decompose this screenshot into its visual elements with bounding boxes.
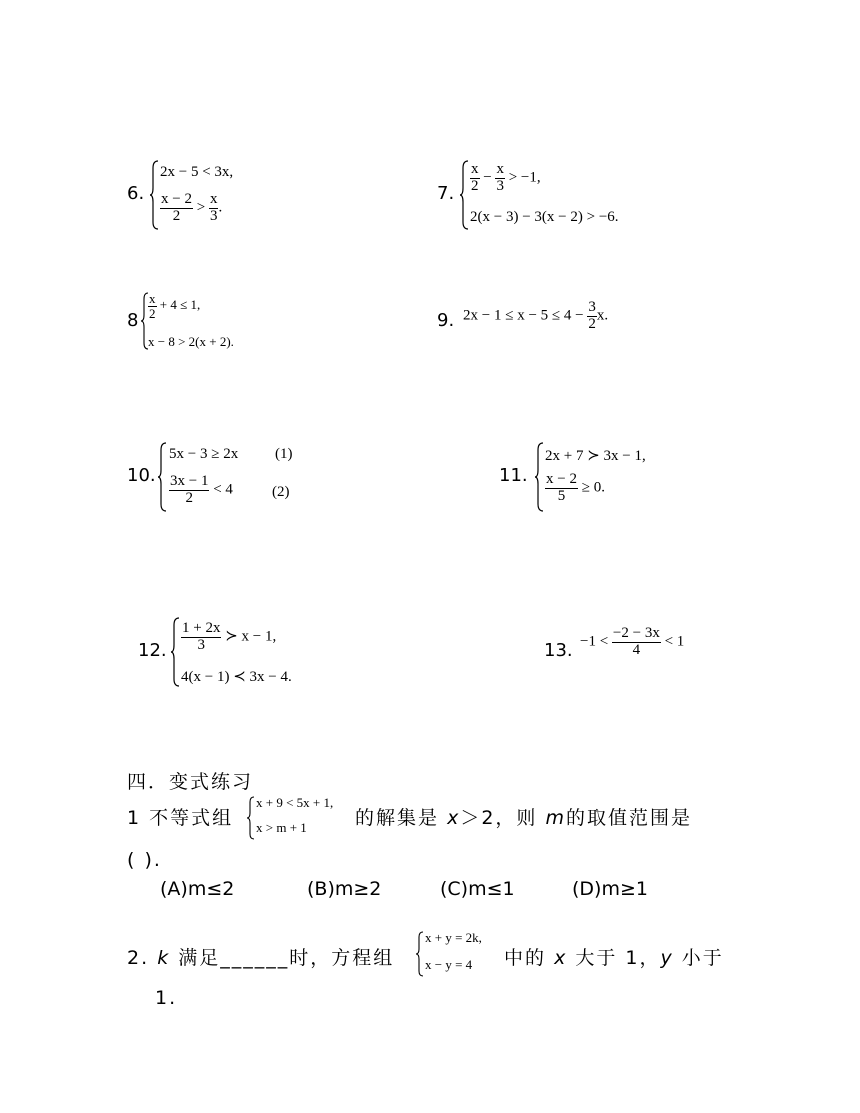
- system-line-1: x + 9 < 5x + 1,: [256, 795, 334, 810]
- question-text: 的解集是 x＞2，则 m的取值范围是: [355, 807, 692, 829]
- left-brace-icon: [170, 617, 180, 687]
- option-d: (D)m≥1: [572, 878, 648, 900]
- system-line-1: $\frac{x}{2}$ + 4 ≤ 1,: [149, 291, 201, 321]
- problem-number: 9.: [437, 310, 455, 331]
- question-text-prefix: 1 不等式组: [127, 807, 234, 829]
- system-line-2: $\frac{x - 2}{2}$ > $\frac{x}{3}$ .: [161, 191, 223, 224]
- equation-tag: (1): [275, 446, 293, 462]
- problem-number: 8: [127, 310, 139, 331]
- system-line-2: 2(x − 3) − 3(x − 2) > −6.: [470, 209, 619, 225]
- problem-number: 12.: [138, 640, 167, 661]
- problem-number: 11.: [499, 465, 528, 486]
- answer-blank: ( ).: [127, 849, 162, 871]
- problem-number: 7.: [437, 183, 455, 204]
- system-line-2: x − y = 4: [425, 957, 473, 972]
- system-line-2: x > m + 1: [256, 820, 307, 835]
- system-line-1: 2x + 7 ≻ 3x − 1,: [545, 448, 646, 464]
- question-text-continued: 中的 x 大于 1，y 小于: [504, 947, 724, 969]
- problem-number: 10.: [127, 465, 156, 486]
- system-line-2: 4(x − 1) ≺ 3x − 4.: [181, 669, 292, 685]
- option-c: (C)m≤1: [440, 878, 515, 900]
- problem-number: 6.: [127, 183, 145, 204]
- equation-tag: (2): [272, 484, 290, 500]
- system-line-2: $\frac{3x - 1}{2}$ < 4: [170, 473, 233, 506]
- system-line-1: $\frac{x}{2}$ − $\frac{x}{3}$ > −1,: [471, 161, 541, 194]
- system-line-2: x − 8 > 2(x + 2).: [148, 334, 234, 349]
- option-b: (B)m≥2: [307, 878, 382, 900]
- left-brace-icon: [534, 442, 544, 512]
- option-a: (A)m≤2: [160, 878, 235, 900]
- inequality-expression: 2x − 1 ≤ x − 5 ≤ 4 − $\frac{3}{2}$ x.: [463, 299, 609, 332]
- problem-number: 13.: [544, 640, 573, 661]
- left-brace-icon: [246, 796, 255, 840]
- inequality-expression: −1 < $\frac{-2 - 3x}{4}$ < 1: [580, 625, 685, 658]
- question-text-line-2: 1.: [155, 987, 178, 1009]
- left-brace-icon: [149, 160, 159, 230]
- left-brace-icon: [459, 160, 469, 230]
- left-brace-icon: [415, 931, 424, 977]
- system-line-1: $\frac{1 + 2x}{3}$ ≻ x − 1,: [182, 620, 277, 653]
- left-brace-icon: [157, 442, 167, 512]
- system-line-1: x + y = 2k,: [425, 930, 482, 945]
- system-line-1: 5x − 3 ≥ 2x: [169, 446, 239, 462]
- system-line-1: 2x − 5 < 3x,: [160, 164, 234, 180]
- system-line-2: $\frac{x - 2}{5}$ ≥ 0.: [546, 471, 605, 504]
- section-heading: 四．变式练习: [127, 771, 254, 793]
- question-text: 2. k 满足______时，方程组: [127, 947, 395, 969]
